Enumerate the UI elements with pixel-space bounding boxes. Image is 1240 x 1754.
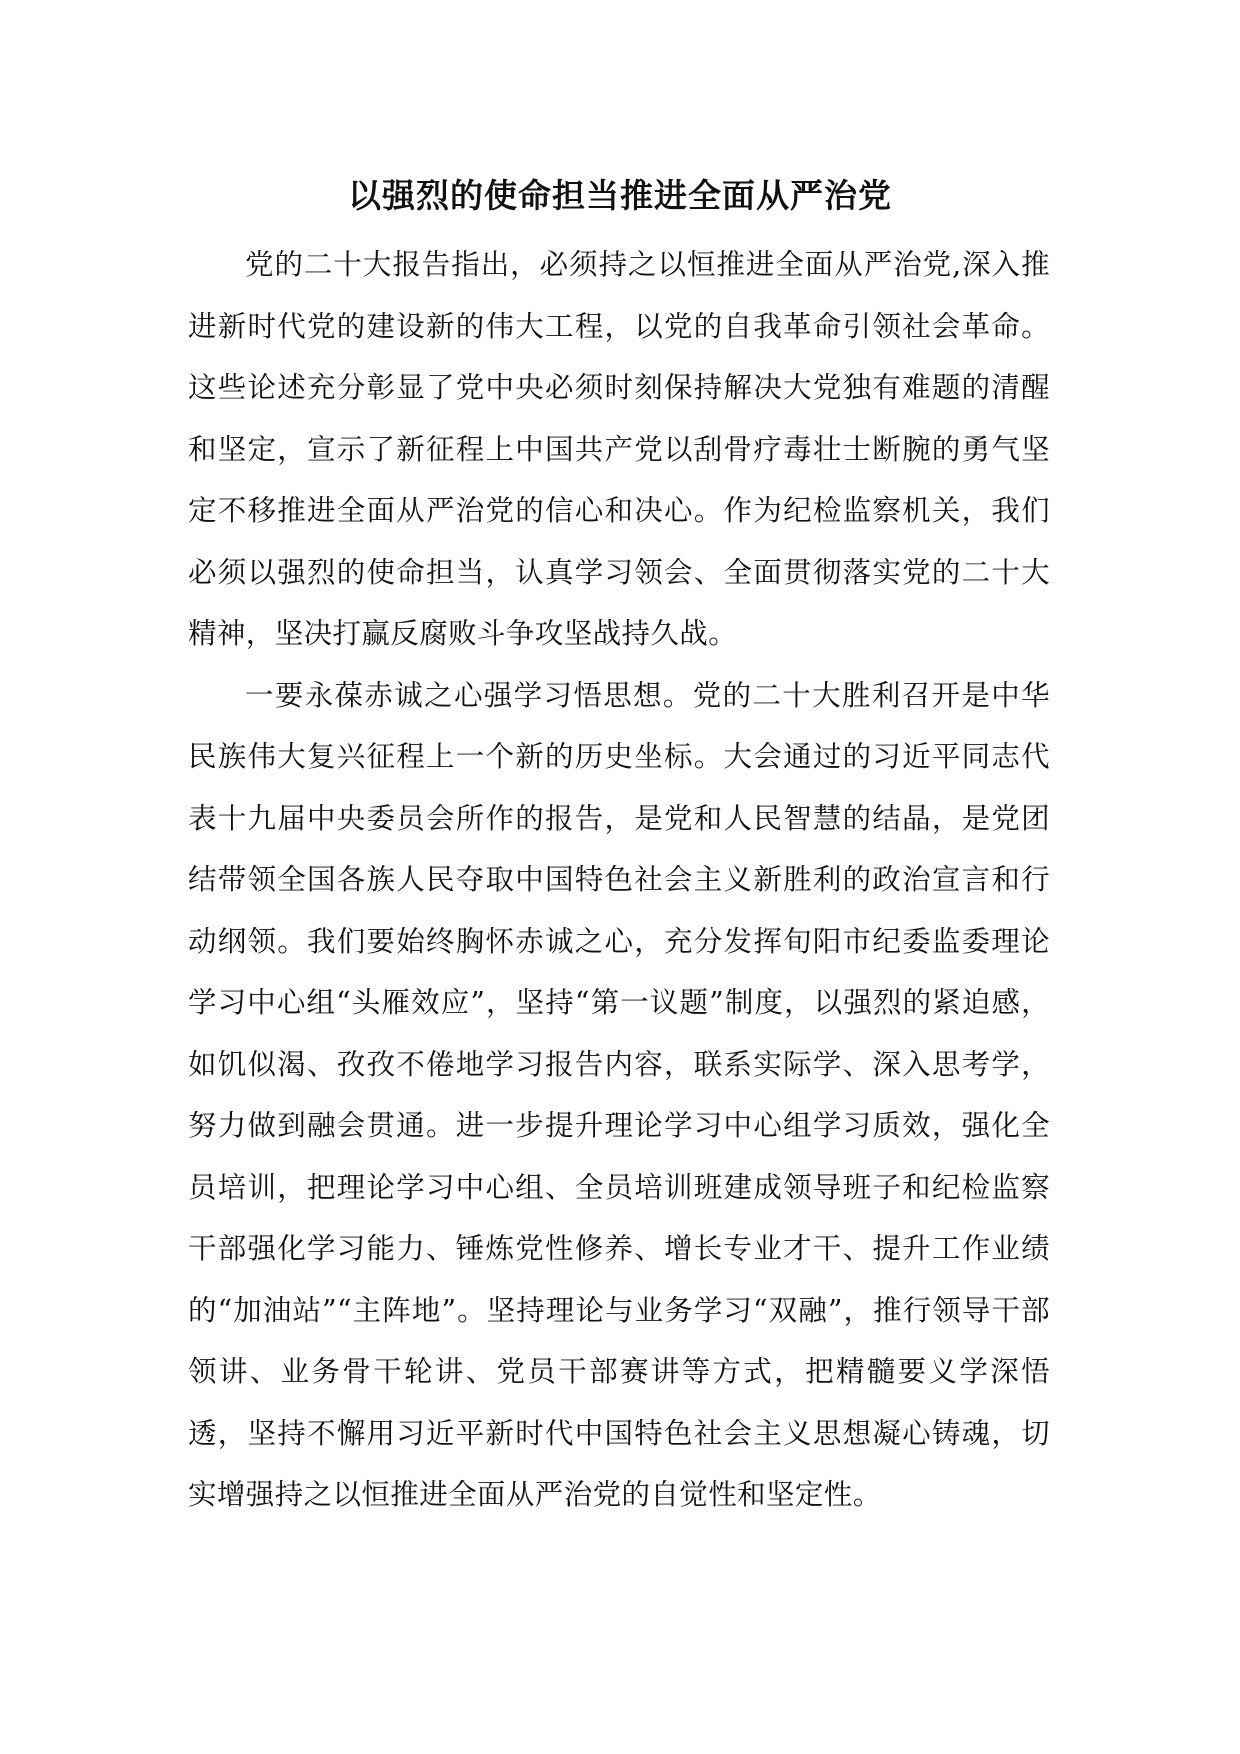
document-title: 以强烈的使命担当推进全面从严治党 [348,176,892,215]
paragraph-first-point: 一要永葆赤诚之心强学习悟思想。党的二十大胜利召开是中华民族伟大复兴征程上一个新的历史坐标。大会通过的习近平同志代表十九届中央委员会所作的报告，是党和人民智慧的结晶，是党团结带领全国各族人民夺取中国特色社会主义新胜利的政治宣言和行动纲领。我们要始终胸怀赤诚之心，充分发挥旬阳市纪委监委理论学习中心组“头雁效应”，坚持“第一议题”制度，以强烈的紧迫感，如饥似渴、孜孜不倦地学习报告内容，联系实际学、深入思考学，努力做到融会贯通。进一步提升理论学习中心组学习质效，强化全员培训，把理论学习中心组、全员培训班建成领导班子和纪检监察干部强化学习能力、锤炼党性修养、增长专业才干、提升工作业绩的“加油站”“主阵地”。坚持理论与业务学习“双融”，推行领导干部领讲、业务骨干轮讲、党员干部赛讲等方式，把精髓要义学深悟透，坚持不懈用习近平新时代中国特色社会主义思想凝心铸魂，切实增强持之以恒推进全面从严治党的自觉性和坚定性。 [188,678,1050,1511]
document-body [188,234,1050,1526]
paragraph-intro: 党的二十大报告指出，必须持之以恒推进全面从严治党,深入推进新时代党的建设新的伟大工程，以党的自我革命引领社会革命。这些论述充分彰显了党中央必须时刻保持解决大党独有难题的清醒和坚定，宣示了新征程上中国共产党以刮骨疗毒壮士断腕的勇气坚定不移推进全面从严治党的信心和决心。作为纪检监察机关，我们必须以强烈的使命担当，认真学习领会、全面贯彻落实党的二十大精神，坚决打赢反腐败斗争攻坚战持久战。 [188,248,1050,650]
